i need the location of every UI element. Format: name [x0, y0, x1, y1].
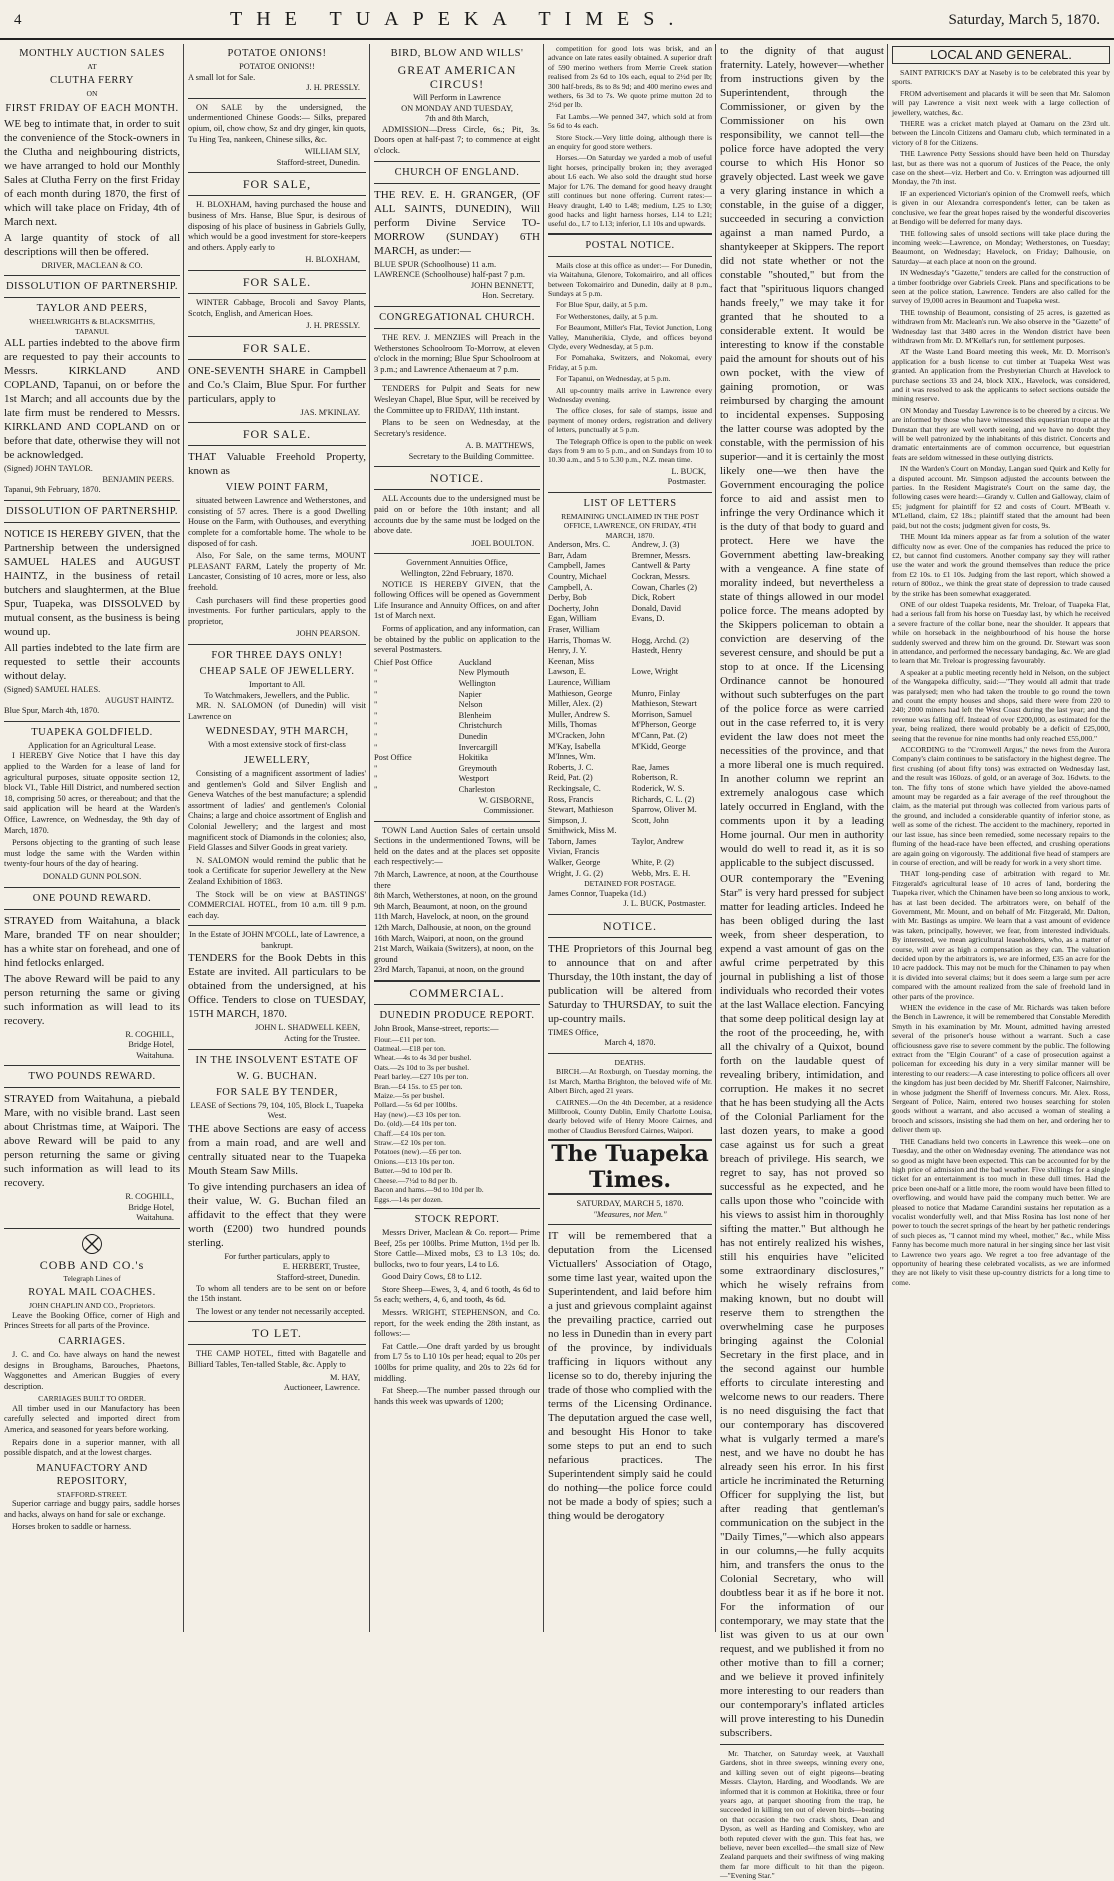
news-paragraph: A speaker at a public meeting recently held in Nelson, on the subject of the Wangapeka difficulty, said:—"They would all admit that trade was paralysed; men who had taken the trouble to go round the town and count the empty houses and shops, said there were from 220 to 240; 2000 miners had left the West Coast during the last year; and the revenue was falling off. Instead of over £200,000, as estimated for the year, being realized, there would probably be a deficit of £25,000, seeing that the revenue for nine months had only reached £55,000." — [892, 667, 1110, 743]
ad-line: TAPANUI. — [75, 326, 109, 336]
ad-body: To give intending purchasers an idea of their value, W. G. Buchan filed an affidavit to the effect that they were worth (£200) two hundred pounds sterling. — [188, 1180, 366, 1249]
article-body: The Telegraph Office is open to the public on week days from 9 am to 5 p.m., and on Sundays from 10 to 10.30 a.m., and 5 to 5.30 p.m., N.Z. mean time. — [548, 436, 712, 465]
list-item: Campbell, A. Cowan, Charles (2) — [548, 582, 697, 592]
list-item: Derby, Bob Dick, Robert — [548, 593, 675, 603]
column-4 — [548, 44, 716, 1632]
ad-heading: GREAT AMERICAN CIRCUS! — [397, 63, 517, 91]
ad-line: Important to All. — [248, 680, 306, 689]
ad-heading: VIEW POINT FARM, — [225, 482, 329, 494]
masthead — [0, 0, 1114, 40]
article-body: For Beaumont, Miller's Flat, Teviot Junction, Long Valley, Manuherikia, Clyde, and offices beyond Clyde, every Wednesday, at 5 p.m. — [548, 323, 712, 351]
news-paragraph: IN the Warden's Court on Monday, Langan sued Quirk and Kelly for a disputed account. Mr. Simpson adjusted the accounts between the parties. In the Resident Magistrate's Court on the same day, the following cases were heard:—Grandy v. Cullen and Galloway, claim of £5; judgment for plaintiff for £2 and costs of Court. M'Beath v. M'Lelland, claim, £2 18s.; plaintiff stated that the amount had been paid, but not the costs; judgment given for costs, 9s. — [892, 464, 1110, 530]
article-body: For Pomahaka, Switzers, and Nokomai, every Friday, at 5 p.m. — [548, 353, 712, 372]
ad-signature: Waitahuna. — [136, 1050, 174, 1060]
ad-body: MR. N. SALOMON (of Dunedin) will visit Lawrence on — [188, 701, 366, 721]
ad-signature: R. COGHILL, — [125, 1029, 174, 1039]
list-item: 9th March, Beaumont, at noon, on the ground — [374, 901, 528, 911]
list-item: Vivian, Francis — [548, 847, 600, 857]
list-item: " Christchurch — [374, 721, 502, 731]
ad-body: THE above Sections are easy of access from a main road, and are well and centrally situated near to the Tuapeka Mouth Steam Saw Mills. — [188, 1122, 366, 1177]
list-item: Wheat.—4s to 4s 3d per bushel. — [374, 1053, 472, 1063]
ad-signature: (Signed) SAMUEL HALES. — [4, 685, 101, 694]
list-item: Keenan, Miss — [548, 656, 595, 666]
list-item: M'Kay, Isabella M'Kidd, George — [548, 741, 687, 751]
ad-heading: WEDNESDAY, 9TH MARCH, — [205, 726, 349, 738]
ad-heading: ONE POUND REWARD. — [32, 892, 152, 904]
ad-heading: CHEAP SALE OF JEWELLERY. — [199, 666, 355, 677]
ad-signature: JAS. M'KINLAY. — [300, 407, 360, 417]
list-item: " Blenheim — [374, 710, 492, 720]
ad-signature: JOHN PEARSON. — [296, 629, 360, 639]
ad-heading: TO LET. — [252, 1326, 302, 1341]
ad-line: To Watchmakers, Jewellers, and the Public. — [204, 690, 350, 700]
ad-body: Good Dairy Cows, £8 to L12. — [382, 1272, 482, 1282]
list-item: Straw.—£2 10s per ton. — [374, 1138, 446, 1148]
ad-signature: L. BUCK, — [671, 466, 706, 476]
issue-date: Saturday, March 5, 1870. — [948, 12, 1100, 28]
list-item: Henry, J. Y. Hastedt, Henry — [548, 646, 683, 656]
ad-body: Persons objecting to the granting of such lease must lodge the same with the Warden within twenty-four hours of the day of hearing. — [4, 838, 180, 869]
list-item: Post Office Hokitika — [374, 753, 488, 763]
list-item: Chaff.—£4 10s per ton. — [374, 1128, 446, 1138]
ad-line: Telegraph Lines of — [63, 1274, 121, 1284]
ad-signature: AUGUST HAINTZ. — [104, 695, 174, 705]
ad-heading: BIRD, BLOW AND WILLS' — [390, 48, 524, 59]
ad-body: Plans to be seen on Wednesday, at the Secretary's residence. — [374, 418, 540, 438]
ad-signature: DONALD GUNN POLSON. — [42, 871, 142, 881]
list-item: Chief Post Office Auckland — [374, 657, 492, 667]
list-item: Stewart, Mathieson Sparrow, Oliver M. — [548, 805, 697, 815]
ad-heading: In the Estate of JOHN M'COLL, late of Lawrence, a bankrupt. — [189, 930, 365, 950]
ad-signature: Hon. Secretary. — [482, 291, 534, 301]
ad-signature: Bridge Hotel, — [128, 1040, 174, 1050]
news-paragraph: THE township of Beaumont, consisting of 25 acres, is gazetted as withdrawn from Mr. Maclean's run. We also observe in the "Gazette" of Wednesday last that 3480 acres in the Wendon district have been withdrawn from Mr. D. M'Kellar's run, for settlement purposes. — [892, 307, 1110, 345]
list-item: Oats.—2s 10d to 3s per bushel. — [374, 1062, 470, 1072]
article-body: Mails close at this office as under:— For Dunedin, via Waitahuna, Glenore, Tokomairiro, and all offices between Tokomairiro and Dunedin, daily at 8 p.m., Sundays at 5 p.m. — [548, 260, 712, 298]
ad-signature: Secretary to the Building Committee. — [408, 451, 534, 461]
ad-heading: CONGREGATIONAL CHURCH. — [379, 311, 535, 323]
ad-line: Will Perform in Lawrence — [413, 93, 501, 102]
ad-body: WINTER Cabbage, Brocoli and Savoy Plants, Scotch, English, and American Hoes. — [188, 297, 366, 318]
news-paragraph: THE Mount Ida miners appear as far from a solution of the water difficulty now as ever. One of the companies has reduced the price to £2, but cannot find customers. Another company say they will rather use the water and work the ground themselves than reduce the price from £2 10s. to £1 10s. Judging from the last report, which showed a return of 800oz., we think the great state of depression to trade caused by the strike has been somewhat exaggerated. — [892, 532, 1110, 598]
list-item: Maize.—5s per bushel. — [374, 1091, 445, 1101]
list-item: Egan, William Evans, D. — [548, 614, 665, 624]
ad-body: situated between Lawrence and Wetherstones, and consisting of 57 acres. There is a good Dwelling House on the Farm, with Outhouses, and everything complete for a comfortable home. The whole to be disposed of for cash. — [188, 496, 366, 548]
newspaper-title: THE TUAPEKA TIMES. — [230, 8, 688, 30]
ad-signature: Acting for the Trustee. — [284, 1034, 360, 1044]
ad-signature: JOHN BENNETT, — [470, 280, 534, 290]
column-2 — [188, 44, 370, 1632]
ad-heading: COBB AND CO.'s — [39, 1258, 145, 1273]
ad-heading: ROYAL MAIL COACHES. — [28, 1287, 156, 1299]
ad-heading: FIRST FRIDAY OF EACH MONTH. — [5, 102, 179, 114]
list-item: 21st March, Waikaia (Switzers), at noon, on the ground — [374, 944, 534, 964]
list-item: Reckingsale, C. Roderick, W. S. — [548, 783, 685, 793]
ad-line: Wellington, 22nd February, 1870. — [400, 569, 514, 579]
ad-body: NOTICE IS HEREBY GIVEN, that the following Offices will be opened as Government Life Insurance and Annuity Offices, on and after 1st of March next. — [374, 579, 540, 621]
section-heading: STOCK REPORT. — [414, 1213, 500, 1225]
ad-signature: BENJAMIN PEERS. — [102, 474, 174, 484]
ad-body: WE beg to intimate that, in order to suit the convenience of the Stock-owners in the Clutha and neighbouring districts, we have arranged to hold our Monthly Sales at Clutha Ferry on the first Friday of each month during 1870, the first of which will take place on Friday, 4th of March next. — [4, 117, 180, 228]
news-paragraph: ACCORDING to the "Cromwell Argus," the news from the Aurora Company's claim continues to be satisfactory in the highest degree. The first crushing (of about fifty tons) was extracted on Wednesday last, and the result was 160ozs. of gold, or an average of 3oz. 16dwts. to the ton. The fifty tons of stone which have yielded the above-named amount may be regarded as a fair average of the reef throughout the claim, as the material put through was collected from various parts of the ground, and included a considerable quantity of inferior stone, as well as some of the richest. The accident to the machinery, reported in our last issue, has since been remedied, some necessary repairs to the fluming of the head-race have been effected, and crushing operations are again going on vigorously. The additional five head of stampers are in course of erection, and will be ready for work in a very short time. — [892, 745, 1110, 867]
ad-line: James Connor, Tuapeka (1d.) — [548, 888, 647, 898]
ad-body: Also, For Sale, on the same terms, MOUNT PLEASANT FARM, Lately the property of Mr. Lancaster, Consisting of 10 acres, more or less, also freehold. — [188, 551, 366, 593]
ad-body: All parties indebted to the late firm are requested to settle their accounts without delay. — [4, 642, 180, 682]
ad-line: John Brook, Manse-street, reports:— — [374, 1024, 499, 1033]
ad-body: The lowest or any tender not necessarily accepted. — [196, 1306, 365, 1316]
editorial-body: IT will be remembered that a deputation from the Licensed Victuallers' Association of Otago, some time last year, waited upon the Superintendent, and laid before him a just and grievous complaint against the prevailing practice, carried out no less in Dunedin than in every part of the province, by individuals trafficing in liquors without any license so to do, thereby injuring the trade of those who complied with the terms of the Licensing Ordinance. The deputation argued the case well, and besought His Honor to take some steps to put an end to such nefarious practices. The Superintendent simply said he could do nothing—the police force could not be made a body of spies; such a thing would be derogatory — [548, 1230, 712, 1523]
ad-body: Horses broken to saddle or harness. — [12, 1522, 132, 1532]
ad-body: THAT Valuable Freehold Property, known as — [188, 451, 366, 478]
article-body: All up-country mails arrive in Lawrence every Wednesday evening. — [548, 385, 712, 404]
ad-body: The above Reward will be paid to any person returning the same or giving such information as will lead to its recovery. — [4, 972, 180, 1027]
list-item: Bran.—£4 15s. to £5 per ton. — [374, 1081, 463, 1091]
section-heading: POSTAL NOTICE. — [585, 239, 675, 251]
ad-body: H. BLOXHAM, having purchased the house and business of Mrs. Hanse, Blue Spur, is desirous of disposing of his place of business in Gabriels Gully, which would be a good investment for store-keepers and others. Apply early to — [188, 200, 366, 252]
news-paragraph: ONE of our oldest Tuapeka residents, Mr. Treloar, of Tuapeka Flat, had a serious fall from his horse on Tuesday last, by which he received a severe fracture of the collar bone, near the shoulder. It appears that while on horseback in the neighbourhood of his house the horse suddenly swerved and threw him on the ground. Dr. Stewart was soon in attendance, and performed the necessary bandaging, &c. We are glad to learn that Mr. Treloar is progressing favourably. — [892, 599, 1110, 666]
list-item: " Invercargill — [374, 742, 498, 752]
list-item: Cheese.—7½d to 8d per lb. — [374, 1175, 458, 1185]
list-item: Ross, Francis Richards, C. L. (2) — [548, 794, 695, 804]
ad-heading: FOR SALE. — [242, 274, 312, 289]
ad-body: Forms of application, and any information, can be obtained by the public on application to the several Postmasters. — [374, 624, 540, 655]
list-item: Barr, Adam Bremner, Messrs. — [548, 550, 691, 560]
column-5 — [720, 44, 888, 1881]
article-body: For Wetherstones, daily, at 5 p.m. — [556, 311, 658, 321]
ad-heading: IN THE INSOLVENT ESTATE OF — [195, 1054, 359, 1066]
ad-line: DETAINED FOR POSTAGE. — [584, 879, 676, 889]
article-body: For Blue Spur, daily, at 5 p.m. — [556, 300, 648, 310]
ad-body: TENDERS for the Book Debts in this Estate are invited. All particulars to be obtained from the undersigned, at his Office. Tenders to close on TUESDAY, 15TH MARCH, 1870. — [188, 952, 366, 1021]
list-item: " Nelson — [374, 700, 483, 710]
article-body: Store Stock.—Very little doing, although there is an enquiry for good store wethers. — [548, 132, 712, 152]
list-item: Fraser, William — [548, 625, 600, 634]
coach-illustration-icon: ⛒ — [81, 1233, 103, 1256]
ad-body: NOTICE IS HEREBY GIVEN, that the Partnership between the undersigned SAMUEL HALES and AUGUST HAINTZ, in the business of retail butchers and slaughtermen, at the Blue Spur, Tuapeka, was DISSOLVED by mutual consent, as the business is being wound up. — [4, 528, 180, 638]
ad-signature: Waitahuna. — [136, 1213, 174, 1223]
news-paragraph: IN Wednesday's "Gazette," tenders are called for the construction of a timber footbridge over Gabriels Creek. Plans and specifications to be seen at the police station, Lawrence. Tenders are also called for the survey of 19,000 acres in Beaumont and Tuapeka west. — [892, 268, 1110, 306]
list-item: Miller, Alex. (2) Mathieson, Stewart — [548, 699, 697, 709]
list-item: Bacon and hams.—9d to 10d per lb. — [374, 1185, 484, 1195]
ad-line: JOHN CHAPLIN AND CO., Proprietors. — [29, 1301, 155, 1311]
section-heading: DEATHS. — [614, 1058, 646, 1068]
ad-signature: Stafford-street, Dunedin. — [276, 157, 360, 167]
list-item: " Napier — [374, 689, 482, 699]
ad-heading: MANUFACTORY AND REPOSITORY, — [36, 1462, 148, 1487]
ad-signature: JOEL BOULTON. — [471, 538, 534, 548]
ad-signature: (Signed) JOHN TAYLOR. — [4, 464, 93, 474]
list-item: Mills, Thomas M'Pherson, George — [548, 720, 697, 730]
list-item: Taborn, James Taylor, Andrew — [548, 836, 684, 846]
ad-line: STAFFORD-STREET. — [57, 1489, 127, 1499]
ad-body: ALL parties indebted to the above firm are requested to pay their accounts to Messrs. KIRKLAND AND COPLAND, Tapanui, on or before the 1st March; and all accounts due by the late firm must be rendered to Messrs. KIRKLAND AND COPLAND on or before that date, otherwise they will not be acknowledged. — [4, 337, 180, 462]
ad-body: N. SALOMON would remind the public that he took a Certificate for superior Jewellery at the New Zealand Exhibition of 1863. — [188, 855, 366, 886]
list-item: M'Cracken, John M'Cann, Pat. (2) — [548, 730, 688, 740]
ad-signature: J. H. PRESSLY. — [306, 321, 360, 331]
news-paragraph: THERE was a cricket match played at Oamaru on the 23rd ult. between the Lincoln Citizens and Oamaru club, which terminated in a victory of 8 for the Citizens. — [892, 119, 1110, 147]
ad-body: Fat Cattle.—One draft yarded by us brought from L7 5s to L10 10s per head; equal to 20s per 100lbs for prime quality, and 20s to 22s 6d for middling. — [374, 1341, 540, 1383]
list-item: Docherty, John Donald, David — [548, 603, 681, 613]
article-body: Mr. Thatcher, on Saturday week, at Vauxhall Gardens, shot in three sweeps, winning every one, and killing seven out of eight pigeons—beating Messrs. Clayton, Harding, and Woodlands. We are informed that it is common at Hokitika, three or four years ago, at parquet shooting from the trap, he succeeded in killing ten out of eleven birds—beating on that occasion the two crack shots, Dean and Dyson, as well as Harding and Comiskey, who are both reputed clever with the gun. This feat has, we believe, never been excelled—the small size of New Zealand parquets and their swiftness of wing making them far more difficult to hit than the pigeon.—"Evening Star." — [720, 1749, 884, 1881]
news-paragraph: THE Lawrence Petty Sessions should have been held on Thursday last, but as there was not a quorum of Justices of the Peace, the only case on the sheet—viz. Herbert and Co. v. Errington was adjourned till Monday, the 7th inst. — [892, 149, 1110, 187]
list-item: Pollard.—5s 6d per 100lbs. — [374, 1100, 458, 1110]
list-item: " New Plymouth — [374, 668, 510, 678]
list-item: Onions.—£13 10s per ton. — [374, 1156, 455, 1166]
ad-signature: Stafford-street, Dunedin. — [276, 1273, 360, 1283]
ad-body: Store Sheep—Ewes, 3, 4, and 6 tooth, 4s 6d to 5s each; wethers, 4, 6, and tooth, 4s 6d. — [374, 1284, 540, 1305]
ad-body: Repairs done in a superior manner, with all possible dispatch, and at the lowest charges. — [4, 1437, 180, 1458]
ad-signature: R. COGHILL, — [125, 1192, 174, 1202]
ad-heading: POTATOE ONIONS!! — [239, 62, 315, 71]
ad-signature: TIMES Office, — [548, 1027, 599, 1037]
newspaper-nameplate: The Tuapeka Times. — [548, 1139, 712, 1195]
ad-heading: FOR SALE, — [242, 177, 312, 192]
ad-body: Messrs. WRIGHT, STEPHENSON, and Co. report, for the week ending the 28th instant, as follows:— — [374, 1308, 540, 1339]
ad-line: ON — [86, 89, 98, 99]
ad-body: All timber used in our Manufactory has been carefully selected and imported direct from America, and seasoned for years before working. — [4, 1403, 180, 1435]
ad-signature: M. HAY, — [329, 1372, 360, 1382]
news-paragraph: SAINT PATRICK'S DAY at Naseby is to be celebrated this year by sports. — [892, 68, 1110, 87]
list-item: M'Innes, Wm. — [548, 752, 596, 762]
ad-line: REMAINING UNCLAIMED IN THE POST OFFICE, LAWRENCE, ON FRIDAY, 4TH MARCH, 1870. — [561, 512, 699, 540]
ad-body: Messrs Driver, Maclean & Co. report— Prime Beef, 25s per 100lbs. Prime Mutton, 1½d per lb. Store Cattle—Mixed mobs, £3 to L3 10s; do. bullocks, two to four years, L4 to L6. — [374, 1227, 540, 1269]
ad-heading: CHURCH OF ENGLAND. — [394, 166, 520, 178]
ad-heading: TUAPEKA GOLDFIELD. — [31, 726, 153, 738]
news-paragraph: THAT long-pending case of arbitration with regard to Mr. Fitzgerald's agricultural lease of 10 acres of land, bordering the Tuapeka river, which the Chinamen have been so long anxious to work, has at last been decided. The arbitrators were, on behalf of the Government, Mr. Mount, and on behalf of Mr. Fitzgerald, Mr. Dalton, with Mr. Bastings as umpire. We learn that a vast amount of evidence was taken, principally, however, we fear, from interested individuals. By interested, we mean agricultural leaseholders, who, as a matter of course, will aver as high a compensation as they can. The valuation decided upon by the arbitrators is, we are informed, £35 an acre for the 10 acre paddock. This may not be much for the Chinamen to pay when it is divided into several claims; but it does seem a large sum per acre compared with the amount realized from the sale of freehold land in other parts of the province. — [892, 869, 1110, 1001]
ad-line: Tapanui, 9th February, 1870. — [4, 485, 101, 495]
ad-body: TENDERS for Pulpit and Seats for new Wesleyan Chapel, Blue Spur, will be received by the Committee up to FRIDAY, 11th instant. — [374, 384, 540, 415]
column-1 — [4, 44, 184, 1632]
ad-heading: FOR THREE DAYS ONLY! — [211, 650, 343, 661]
list-item: Hay (new).—£3 10s per ton. — [374, 1109, 461, 1119]
ad-heading: FOR SALE BY TENDER, — [215, 1086, 339, 1098]
list-item: Eggs.—14s per dozen. — [374, 1194, 443, 1204]
ad-body: Consisting of a magnificent assortment of ladies' and gentlemen's Gold and Silver English and Geneva Watches of the best manufacture; a splendid assortment of ladies' and gentlemen's Colonial Chains; a large and choice assortment of English and Colonial Jewellery; and the largest and most magnificent stock of Diamonds in the colonies; also, Field Glasses and Silver Goods in great variety. — [188, 768, 366, 853]
ad-body: The Stock will be on view at BASTINGS' COMMERCIAL HOTEL, from 10 a.m. till 9 p.m. each day. — [188, 889, 366, 920]
ad-line: AT — [87, 62, 97, 71]
ad-line: Blue Spur, March 4th, 1870. — [4, 706, 100, 716]
ad-heading: FOR SALE. — [242, 427, 312, 442]
ad-signature: E. HERBERT, Trustee, — [282, 1262, 360, 1272]
ad-heading: W. G. BUCHAN. — [236, 1070, 318, 1082]
ad-signature: March 4, 1870. — [604, 1038, 656, 1048]
list-item: Muller, Andrew S. Morrison, Samuel — [548, 709, 693, 719]
ad-signature: Auctioneer, Lawrence. — [283, 1383, 360, 1393]
list-item: Butter.—9d to 10d per lb. — [374, 1166, 453, 1176]
ad-line: LAWRENCE (Schoolhouse) half-past 7 p.m. — [374, 270, 525, 280]
ad-line: Government Annuities Office, — [406, 558, 508, 568]
news-paragraph: ON Monday and Tuesday Lawrence is to be cheered by a circus. We are informed by those who have witnessed this equestrian troupe at the Dunstan that they are well worth seeing, and we have no doubt they will be well patronized by the inhabitants of this district. Concerts and dramatic entertainments are of common occurrence, but equestrian feats are seldom witnessed in these outlying districts. — [892, 405, 1110, 462]
ad-body: I HEREBY Give Notice that I have this day applied to the Warden for a lease of land for agricultural purposes, situate opposite section 12, block VI., Table Hill District, and numbered section 18, comprising 50 acres, or thereabout; and that the said application will be heard at the Warden's Office, Lawrence, on Wednesday, the 9th day of March, 1870. — [4, 751, 180, 835]
ad-signature: DRIVER, MACLEAN & CO. — [41, 260, 143, 270]
ad-body: A large quantity of stock of all descriptions will then be offered. — [4, 231, 180, 258]
ad-body: STRAYED from Waitahuna, a piebald Mare, with no visible brand. Last seen about Christmas time, at Waipori. The above Reward will be paid to any person returning the same or giving such information as will lead to its recovery. — [4, 1093, 180, 1190]
list-item: Campbell, James Cantwell & Party — [548, 561, 691, 571]
article-body: For Tapanui, on Wednesday, at 5 p.m. — [556, 374, 671, 384]
list-item: Pearl barley.—£27 10s per ton. — [374, 1072, 469, 1082]
article-body: Fat Lambs.—We penned 347, which sold at from 5s 6d to 4s each. — [548, 111, 712, 131]
list-item: " Greymouth — [374, 763, 497, 773]
ad-body: J. C. and Co. have always on hand the newest designs in Broughams, Barouches, Phaetons, Waggonettes and American Buggies of every description. — [4, 1350, 180, 1391]
ad-line: Application for an Agricultural Lease. — [28, 740, 156, 750]
list-item: 8th March, Wetherstones, at noon, on the ground — [374, 891, 538, 901]
ad-line: 7th and 8th March, — [425, 114, 489, 124]
editorial-motto: "Measures, not Men." — [593, 1209, 667, 1219]
ad-body: THE REV. J. MENZIES will Preach in the Wetherstones Schoolroom To-Morrow, at eleven o'clock in the morning; Blue Spur Schoolroom at 3 p.m.; and Lawrence Athenaeum at 7 p.m. — [374, 332, 540, 374]
section-heading: COMMERCIAL. — [409, 986, 505, 1000]
ad-line: BLUE SPUR (Schoolhouse) 11 a.m. — [374, 259, 497, 269]
ad-body: THE Proprietors of this Journal beg to announce that on and after Thursday, the 10th instant, the day of publication will be altered from Saturday to THURSDAY, to suit the up-country mails. — [548, 942, 712, 1025]
list-item: " Wellington — [374, 678, 496, 688]
list-item: Anderson, Mrs. C. Andrew, J. (3) — [548, 540, 680, 550]
ad-signature: JOHN L. SHADWELL KEEN, — [254, 1023, 360, 1033]
column-3 — [374, 44, 544, 1632]
ad-body: ADMISSION—Dress Circle, 6s.; Pit, 3s. Doors open at half-past 7; to commence at eight o'clock. — [374, 124, 540, 155]
ad-body: ONE-SEVENTH SHARE in Campbell and Co.'s Claim, Blue Spur. For further particulars, apply to — [188, 364, 366, 405]
ad-line: ON MONDAY AND TUESDAY, — [401, 103, 513, 113]
news-paragraph: IF an experienced Victorian's opinion of the Cromwell reefs, which is given in our Alexandra correspondent's letter, can be taken as conclusive, we fear the great hopes raised by the wonderful discoveries at Bendigo will be deferred for many days. — [892, 188, 1110, 227]
ad-body: THE REV. E. H. GRANGER, (OF ALL SAINTS, DUNEDIN), Will perform Divine Service TO-MORROW (SUNDAY) 6TH MARCH, as under:— — [374, 188, 540, 257]
ad-signature: Commissioner. — [483, 806, 534, 816]
ad-heading: NOTICE. — [430, 471, 484, 486]
ad-line: For further particulars, apply to — [224, 1251, 330, 1261]
list-item: 7th March, Lawrence, at noon, at the Courthouse there — [374, 870, 539, 890]
article-body: competition for good lots was brisk, and an advance on late rates easily obtained. A superior draft of 590 merino wethers from Merrie Creek station realised from 2s 6d to 10s each, equal to 2½d per lb; 300 half-breds, 8s to 8s 9d; and 400 merino ewes and wethers, 6s 3d to 7s. We quote prime mutton 2d to 2½d per lb. — [548, 44, 712, 110]
ad-signature: H. BLOXHAM, — [305, 255, 360, 265]
news-paragraph: FROM advertisement and placards it will be seen that Mr. Salomon will pay Lawrence a visit next week with a large collection of jewellery, watches, &c. — [892, 88, 1110, 117]
ad-heading: TAYLOR AND PEERS, — [36, 303, 148, 315]
news-paragraph: THE Canadians held two concerts in Lawrence this week—one on Tuesday, and the other on Wednesday evening. The attendance was not so good as might have been expected. This can be accounted for by the high price of admission and the bad weather. Five shillings for a single ticket for an entertainment is too much in these dull times. Had the price been one-half or a little more, the room would have been filled to overflowing, and would have paid the company much better. We are pleased to notice that Madame Carandini sustains her reputation as a vocalist wonderfully well, and that Miss Rosina has lost none of her power to touch the secret springs of the heart by her pathetic renderings of such pieces as, "I cannot mind my wheel, mother," &c., while Miss Fanny has become much more natural in her singing since her last visit to Lawrence two years ago. We regret a too free advantage of the opportunity of hearing these celebrated vocalists, as we are informed they are not likely to visit these up-country districts for a long time to come. — [892, 1136, 1110, 1287]
ad-body: To whom all tenders are to be sent on or before the 15th instant. — [188, 1283, 366, 1304]
letters-list — [548, 540, 712, 879]
ad-body: ALL Accounts due to the undersigned must be paid on or before the 10th instant; and all accounts due by the same must be lodged on the above date. — [374, 494, 540, 536]
ad-line: With a most extensive stock of first-class — [208, 740, 346, 750]
ad-heading: CARRIAGES. — [58, 1336, 126, 1348]
list-item: Oatmeal.—£18 per ton. — [374, 1044, 446, 1053]
news-paragraph: AT the Waste Land Board meeting this week, Mr. D. Morrison's application for a bush license to cut timber at Tuapeka West was granted. An application from the Presbyterian Church at Havelock to purchase sections 33 and 24, block XIX., Havelock, was considered, and it was resolved to ask the applicants to select sections outside the mining reserve. — [892, 347, 1110, 404]
section-heading: LIST OF LETTERS — [583, 498, 677, 510]
article-body: CAIRNES.—On the 4th December, at a residence Millbrook, County Dublin, Emily Charlotte Louisa, dearly beloved wife of Henry Moore Cairnes, and mother of Claudius Beresford Cairnes, Waipori. — [548, 1097, 712, 1135]
ad-heading: DISSOLUTION OF PARTNERSHIP. — [5, 506, 179, 517]
ad-signature: WILLIAM SLY, — [304, 147, 360, 157]
list-item: Mathieson, George Munro, Finlay — [548, 688, 681, 698]
ad-body: ON SALE by the undersigned, the undermentioned Chinese Goods:— Silks, prepared opium, oil, chow chow, Sz and dry ginger, kin quots, Tu Hing Tea, nankeen, Chinese silks, &c. — [188, 102, 366, 144]
list-item: Smithwick, Miss M. — [548, 826, 617, 836]
news-paragraph: WHEN the evidence in the case of Mr. Richards was taken before the Bench in Lawrence, it will be remembered that Constable Meredith Smyth in his examination by Mr. Mount, admitted having arrested several of the prisoner's house without a warrant. Such a case officiousness gave rise to severe comment by the public. The following extract from the "Elgin Courant" of a case of prosecution against a policeman for exceeding his duty in a very similar manner will be interesting to our readers:—A case interesting to police officers all over the kingdom has just been decided by Mr. Sheriff Falconer, Nairnshire, in whose judgment the Sheriff of Inverness concurs. Mr. Alex. Ross, Sergeant of Police, Nairn, entered two houses searching for stolen goods without a warrant, and also accused a woman of stealing a brooch and scissors, insisting she had them on her, and ordering her to deliver them up. — [892, 1003, 1110, 1135]
list-item: Walker, George White, P. (2) — [548, 858, 674, 868]
ad-heading: MONTHLY AUCTION SALES — [19, 48, 165, 59]
editorial-date: SATURDAY, MARCH 5, 1870. — [576, 1199, 684, 1209]
ad-signature: J. H. PRESSLY. — [306, 83, 360, 93]
news-paragraph: THE following sales of unsold sections will take place during the incoming week:—Lawrence, on Monday; Wetherstones, on Tuesday; Beaumont, on Wednesday; Havelock, on Friday; Dalhousie, on Saturday—at each place at noon on the ground. — [892, 228, 1110, 266]
editorial-body: OUR contemporary the "Evening Star" is very hard pressed for subject matter for leading articles. Indeed he has been obliged during the last week, from sheer desperation, to expend a vast amount of gas on the awful crime perpetrated by this journal in publishing a list of those individuals who recorded their votes at the last Wallace election. Fancying that some deep political design lay at the root of the proceeding, he, with all the chivalry of a Quixot, bound forth on the laudable quest of revealing bribery, intimidation, and corruption. He makes it no secret that he has been studying all the Acts of the Colonial Parliament for the last dozen years, to make a good case against us for such a great breach of privilege. His search, we regret to say, has not proved so successful as he expected, and he calls upon those who "coincide with his views to assist him in thoroughly sifting the matter." But although he has not entirely realized his wishes, still his enquiries have "elicited some extraordinary disclosures," which he wisely refrains from making known, but no doubt will reserve them to strengthen the overwhelming case he purposes bringing against the Colonial Secretary in the first place, and in the second against our humble efforts to circulate interesting and welcome news to our readers. There is no need disguising the fact that our contemporary has discovered what is vulgarly termed a mare's nest, and we have no doubt he has already seen his error. In his first article he incriminated the Returning Officer for supplying the list, but after reading that gentleman's communication on the subject in the "Daily Times,"—which also appears in our columns,—he fully acquits him, and transfers the onus to the Colonial Secretary, who will doubtless bear it as if he bore it not. For the information of our contemporary, we may state that the list was given to us at our own request, and we published it from no other motive than to fill a corner; and we believe it proved infinitely more interesting to our readers than our contemporary's inflated articles will prove interesting to his Dunedin subscribers. — [720, 873, 884, 1739]
ad-heading: JEWELLERY, — [243, 754, 311, 766]
ad-body: STRAYED from Waitahuna, a black Mare, branded TF on near shoulder; has a white star on forehead, and one of hind fetlocks enlarged. — [4, 914, 180, 969]
ad-line: LEASE of Sections 79, 104, 105, Block I., Tuapeka West. — [190, 1100, 364, 1121]
ad-signature: Bridge Hotel, — [128, 1202, 174, 1212]
ad-signature: A. B. MATTHEWS, — [465, 441, 534, 451]
article-body: Horses.—On Saturday we yarded a mob of useful light horses, principally broken in; they averaged about L6 each. We also sold the draught stud horse Major for L76. The demand for good heavy draught still continues but none offering. Current rates:— Heavy draught, L40 to L48; medium, L25 to L30; good hacks and light harness horses, L14 to L21; useful do., L7 to L13; inferior, L1 10s and upwards. — [548, 153, 712, 229]
list-item: " Charleston — [374, 784, 495, 794]
ad-signature: J. L. BUCK, Postmaster. — [623, 899, 706, 909]
ad-heading: TWO POUNDS REWARD. — [28, 1071, 156, 1083]
list-item: 12th March, Dalhousie, at noon, on the ground — [374, 923, 531, 933]
list-item: 11th March, Havelock, at noon, on the ground — [374, 912, 529, 922]
list-item: Country, Michael Cockran, Messrs. — [548, 572, 691, 582]
section-heading: DUNEDIN PRODUCE REPORT. — [379, 1010, 535, 1021]
page-number: 4 — [14, 12, 22, 28]
list-item: Flour.—£11 per ton. — [374, 1034, 436, 1044]
article-body: The office closes, for sale of stamps, issue and payment of money orders, registration and delivery of letters, punctually at 5 p.m. — [548, 406, 712, 435]
ad-signature: Postmaster. — [667, 477, 706, 487]
list-item: Roberts, J. C. Rae, James — [548, 762, 670, 772]
list-item: Laurence, William — [548, 677, 611, 687]
list-item: 23rd March, Tapanui, at noon, on the ground — [374, 965, 524, 975]
ad-signature: W. GISBORNE, — [478, 795, 534, 805]
section-heading: LOCAL AND GENERAL. — [892, 46, 1110, 64]
column-6 — [892, 44, 1110, 1632]
article-body: BIRCH.—At Roxburgh, on Tuesday morning, the 1st March, Martha Brighton, the beloved wife of Mr. Albert Birch, aged 21 years. — [548, 1067, 712, 1096]
ad-body: TOWN Land Auction Sales of certain unsold Sections in the undermentioned Towns, will be held on the dates and at the places set opposite each respectively:— — [374, 825, 540, 867]
list-item: Simpson, J. Scott, John — [548, 815, 669, 825]
ad-heading: POTATOE ONIONS! — [227, 48, 327, 59]
ad-body: Superior carriage and buggy pairs, saddle horses and hacks, always on hand for sale or exchange. — [4, 1499, 180, 1519]
list-item: Reid, Pat. (2) Robertson, R. — [548, 773, 678, 783]
editorial-body: to the dignity of that august fraternity. Lately, however—whether from instructions given by the Superintendent, through the Commissioner, or given by the Commissioner on his own responsibility, we cannot tell—the police force have adopted the very course to which His Honor so gravely objected. Last week we gave a very glaring instance in which a constable, in the guise of a digger, succeeded in securing a conviction against a man named Purdo, a shantykeeper at Skippers. The report did not state whether or not the constable "shouted," but from the fact that "spirituous liquors changed hands freely," we may take it for granted that he shouted to a considerable extent. It would be interesting to know if the constable paid the amount for shouts out of his own pocket, with the view of gaining promotion, or was reimbursed by charging the amount to incidental expenses. Supposing the latter course was adopted by the constable, with the permission of his superior—and it is certainly the most likely one—we then have the Government encouraging the police force to aid and assist men to infringe the very Ordinance which it is the duty of that body to guard and protect. Here we have the Government abetting law-breaking with a vengeance. A fine state of morality indeed, but nevertheless a state of things allowed in our model police force. The means adopted by the Skippers policeman to obtain a conviction are deserving of the severest censure, and should be put a stop to at once. If the Licensing Ordinance cannot be honoured without such subterfuges on the part of the police force as were carried out in the case referred to, it is very evident the law does not meet the necessities of the province, and that a more liberal one is much required. In another column we reprint an extremely analogous case which lately occurred in England, with the comments upon it by a leading Home journal. Our men in authority would do well to read it, as it is so applicable to the subject discussed. — [720, 45, 884, 869]
list-item: " Westport — [374, 774, 489, 784]
ad-heading: DISSOLUTION OF PARTNERSHIP. — [5, 281, 179, 293]
list-item: Do. (old).—£4 10s per ton. — [374, 1119, 457, 1129]
ad-body: A small lot for Sale. — [188, 72, 256, 82]
ad-line: CARRIAGES BUILT TO ORDER. — [38, 1394, 146, 1404]
ad-body: Cash purchasers will find these properties good investments. For further particulars, apply to the proprietor, — [188, 595, 366, 626]
list-item: Harris, Thomas W. Hogg, Archd. (2) — [548, 635, 689, 645]
list-item: Lawson, E. Lowe, Wright — [548, 667, 679, 677]
section-heading: NOTICE. — [603, 918, 657, 933]
list-item: 16th March, Waipori, at noon, on the ground — [374, 933, 524, 943]
ad-line: WHEELWRIGHTS & BLACKSMITHS, — [29, 317, 155, 327]
ad-heading: CLUTHA FERRY — [50, 75, 134, 87]
list-item: Potatoes (new).—£6 per ton. — [374, 1147, 462, 1157]
offices-list — [374, 658, 540, 796]
ad-body: THE CAMP HOTEL, fitted with Bagatelle and Billiard Tables, Ten-talled Stable, &c. Apply to — [188, 1349, 366, 1369]
ad-heading: FOR SALE. — [242, 340, 312, 355]
ad-body: Fat Sheep.—The number passed through our hands this week was upwards of 1200; — [374, 1386, 540, 1406]
list-item: Wright, J. G. (2) Webb, Mrs. E. H. — [548, 868, 691, 878]
list-item: " Dunedin — [374, 731, 488, 741]
ad-body: Leave the Booking Office, corner of High and Princes Streets for all parts of the Province. — [4, 1310, 180, 1331]
